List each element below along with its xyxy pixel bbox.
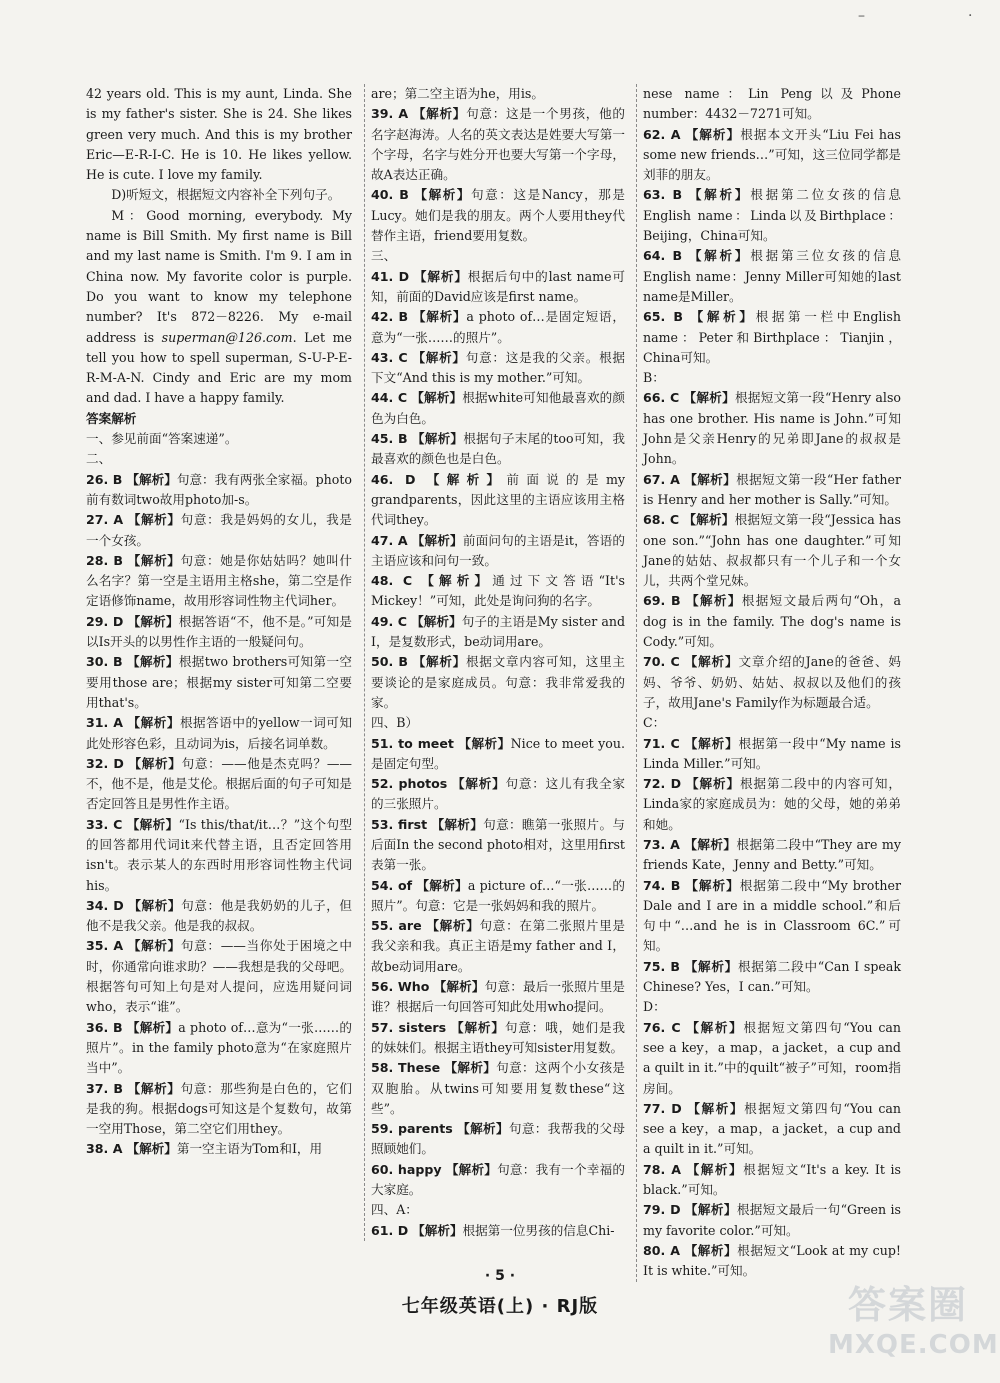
analysis-tag: 【解析】 <box>684 836 737 852</box>
analysis-tag: 【解析】 <box>412 309 467 325</box>
answer-item <box>371 916 625 977</box>
answer-number: 29. D <box>86 613 124 629</box>
analysis-text: 根据第二段中“My brother Dale and I are in a middle school.”和后句中“…and he is in Classroom 6C.”可知。 <box>643 877 902 954</box>
analysis-tag: 【解析】 <box>684 1242 738 1258</box>
analysis-text: 句意：——他是杰克吗？——不，他不是，他是艾伦。根据后面的句子可知是否定回答且是男性作主语。 <box>86 755 353 812</box>
column-middle <box>364 84 625 1241</box>
section-heading: 答案解析 <box>86 410 137 426</box>
answer-number: 33. C <box>86 816 123 832</box>
analysis-text: a picture of…“一张……的照片”。句意：它是一张妈妈和我的照片。 <box>371 877 626 913</box>
answer-item <box>643 125 901 186</box>
analysis-text: 句意：——当你处于困境之中时，你通常向谁求助？——我想是我的父母吧。根据答句可知上句是对人提问，应选用疑问词who，表示“谁”。 <box>86 938 353 1015</box>
answer-item <box>643 246 901 307</box>
text-line: D)听短文，根据短文内容补全下列句子。 <box>111 187 341 203</box>
answer-number: 60. happy <box>371 1161 442 1177</box>
answer-number: 63. B <box>643 187 683 203</box>
analysis-tag: 【解析】 <box>684 1202 737 1218</box>
answer-number: 56. Who <box>371 979 430 995</box>
analysis-tag: 【解析】 <box>688 248 751 264</box>
answer-number: 66. C <box>643 390 680 406</box>
answer-number: 35. A <box>86 938 124 954</box>
analysis-text: 根据本文开头“Liu Fei has some new friends…”可知，这三位同学都是刘菲的朋友。 <box>643 126 901 183</box>
analysis-tag: 【解析】 <box>412 106 467 122</box>
analysis-text: 句意：最后一张照片里是谁？根据后一句回答可知此处用who提问。 <box>371 979 625 1015</box>
text-line: D： <box>643 999 666 1015</box>
corner-mark: – <box>858 8 865 24</box>
answer-number: 48. C <box>371 573 413 589</box>
answer-number: 64. B <box>643 248 683 264</box>
analysis-tag: 【解析】 <box>126 1019 179 1035</box>
analysis-tag: 【解析】 <box>412 654 466 670</box>
analysis-tag: 【解析】 <box>685 126 741 142</box>
answer-item <box>86 1079 352 1140</box>
analysis-tag: 【解析】 <box>126 816 179 832</box>
analysis-text: 根据短文第一段“Her father is Henry and her mother is Sally.”可知。 <box>643 471 901 507</box>
answer-item <box>643 388 901 469</box>
text-line: M：Good morning, everybody. My name is Bill Smith. My first name is Bill and my last name is Smith. I'm 9. I am in China now. My favorite color is purple. Do you want to know my telephone number? It's 872－8226. My e-mail address is <box>86 207 352 345</box>
analysis-text: 根据文章内容可知，这里主要谈论的是家庭成员。句意：我非常爱我的家。 <box>371 654 626 710</box>
text-line: 一、参见前面“答案速递”。 <box>86 431 238 447</box>
answer-item <box>643 1018 901 1099</box>
analysis-text: 根据第一栏中English name：Peter和Birthplace：Tianjin，China可知。 <box>643 309 902 365</box>
answer-item <box>371 1018 625 1059</box>
analysis-tag: 【解析】 <box>684 471 737 487</box>
analysis-text: 根据短文“Look at my cup! It is white.”可知。 <box>643 1242 901 1279</box>
answer-number: 54. of <box>371 877 413 893</box>
analysis-text: 句意：这是一个男孩，他的名字赵海涛。人名的英文表达是姓要大写第一个字母，名字与姓分开也要大写第一个字母，故A表达正确。 <box>371 106 626 183</box>
answer-number: 46. D <box>371 471 416 487</box>
answer-number: 75. B <box>643 958 681 974</box>
answer-item <box>371 429 625 470</box>
answer-item <box>371 531 625 572</box>
answer-item <box>643 185 901 246</box>
analysis-tag: 【解析】 <box>411 613 462 629</box>
analysis-text: 句意：那些狗是白色的，它们是我的狗。根据dogs可知这是个复数句，故第一空用Those，第二空它们用they。 <box>86 1080 352 1137</box>
answer-item <box>371 307 625 348</box>
analysis-tag: 【解析】 <box>686 593 742 609</box>
analysis-tag: 【解析】 <box>431 816 484 832</box>
analysis-text: 句意：我有两张全家福。photo前有数词two故用photo加-s。 <box>86 471 352 507</box>
answer-item <box>371 876 625 917</box>
answer-number: 37. B <box>86 1080 123 1096</box>
text-line: 四、B） <box>371 715 419 731</box>
answer-item <box>643 774 901 835</box>
analysis-tag: 【解析】 <box>686 1019 744 1035</box>
answer-number: 43. C <box>371 349 408 365</box>
answer-item <box>371 571 625 612</box>
answer-number: 77. D <box>643 1100 682 1116</box>
answer-item <box>86 754 352 815</box>
answer-number: 49. C <box>371 613 408 629</box>
analysis-text: 根据短文第四句“You can see a key，a map，a jacket，a cup and a quilt in it.”中的quilt“被子”可知，room指房间。 <box>643 1019 902 1096</box>
analysis-text: 句意：这两个小女孩是双胞胎。从twins可知要用复数these“这些”。 <box>371 1060 625 1116</box>
answer-item <box>643 734 901 775</box>
answer-item <box>371 612 625 653</box>
analysis-tag: 【解析】 <box>411 431 464 447</box>
paragraph <box>86 449 352 469</box>
analysis-text: 根据white可知他最喜欢的颜色为白色。 <box>371 390 626 426</box>
answer-number: 31. A <box>86 715 123 731</box>
answer-item <box>643 957 901 998</box>
column-right <box>636 84 901 1282</box>
book-title: 七年级英语(上) · RJ版 <box>401 1296 599 1317</box>
analysis-text: 根据短文最后一句“Green is my favorite color.”可知。 <box>643 1202 901 1238</box>
text-line: . Let me tell you how to spell superman, S-U-P-E-R-M-A-N. Cindy and Eric are my mom and dad. I have a happy family. <box>86 329 352 406</box>
text-line: 42 years old. This is my aunt, Linda. She is my father's sister. She is 24. She likes green very much. And this is my brother Eric—E-R-I-C. He is 10. He likes yellow. He is cute. I love my family. <box>86 86 352 183</box>
watermark-logo <box>828 1282 999 1376</box>
answer-number: 51. to meet <box>371 735 454 751</box>
analysis-tag: 【解析】 <box>444 1060 497 1076</box>
paragraph <box>643 84 901 125</box>
analysis-text: 通过下文答语“It's Mickey！”可知，此处是询问狗的名字。 <box>371 573 626 609</box>
answer-number: 57. sisters <box>371 1019 447 1035</box>
analysis-tag: 【解析】 <box>690 309 756 325</box>
answer-item <box>371 470 625 531</box>
answer-number: 61. D <box>371 1222 409 1238</box>
paragraph <box>86 206 352 409</box>
paragraph <box>643 368 901 388</box>
answer-number: 44. C <box>371 390 408 406</box>
answer-number: 65. B <box>643 309 683 325</box>
answer-item <box>86 1018 352 1079</box>
paragraph <box>86 84 352 185</box>
paragraph <box>371 713 625 733</box>
answer-number: 59. parents <box>371 1121 453 1137</box>
analysis-tag: 【解析】 <box>457 1121 509 1137</box>
answer-number: 58. These <box>371 1060 441 1076</box>
text-line: are；第二空主语为he，用is。 <box>371 86 544 101</box>
analysis-text: 根据短文第四句“You can see a key，a map，a jacket，a cup and a quilt in it.”可知。 <box>643 1100 901 1157</box>
answer-number: 71. C <box>643 735 680 751</box>
answer-item <box>86 470 352 511</box>
paragraph <box>643 713 901 733</box>
analysis-text: 根据答语“不，他不是。”可知是以Is开头的以男性作主语的一般疑问句。 <box>86 613 353 650</box>
analysis-text: 句意：这儿有我全家的三张照片。 <box>371 776 625 812</box>
answer-number: 70. C <box>643 654 680 670</box>
column-left <box>86 84 352 1160</box>
analysis-text: 根据第二段中的内容可知，Linda家的家庭成员为：她的父母，她的弟弟和她。 <box>643 776 901 832</box>
answer-number: 55. are <box>371 918 422 934</box>
analysis-text: 句意：我有一个幸福的大家庭。 <box>371 1161 626 1198</box>
answer-item <box>86 713 352 754</box>
analysis-tag: 【解析】 <box>413 268 468 284</box>
analysis-text: 根据第一位男孩的信息Chi- <box>462 1222 615 1238</box>
text-line: 二、 <box>86 451 112 467</box>
analysis-tag: 【解析】 <box>414 187 472 203</box>
answer-number: 47. A <box>371 532 408 548</box>
answer-number: 80. A <box>643 1242 680 1258</box>
analysis-tag: 【解析】 <box>683 390 735 406</box>
answer-item <box>371 267 625 308</box>
answer-item <box>371 1058 625 1119</box>
answer-item <box>86 551 352 612</box>
answer-item <box>643 307 901 368</box>
answer-number: 53. first <box>371 816 428 832</box>
analysis-tag: 【解析】 <box>411 390 463 406</box>
analysis-tag: 【解析】 <box>128 755 182 771</box>
analysis-tag: 【解析】 <box>426 918 480 934</box>
analysis-text: 根据第一段中“My name is Linda Miller.”可知。 <box>643 735 901 771</box>
analysis-text: 根据第二位女孩的信息English name：Linda以及Birthplace：Beijing，China可知。 <box>643 187 902 244</box>
answer-number: 27. A <box>86 512 124 528</box>
text-line: B： <box>643 370 665 386</box>
answer-item <box>371 652 625 713</box>
answer-item <box>371 977 625 1018</box>
answer-number: 26. B <box>86 471 123 487</box>
analysis-text: 根据句子末尾的too可知，我最喜欢的颜色也是白色。 <box>371 431 625 467</box>
analysis-tag: 【解析】 <box>127 654 179 670</box>
analysis-tag: 【解析】 <box>684 735 739 751</box>
answer-item <box>371 1160 625 1201</box>
answer-number: 74. B <box>643 877 681 893</box>
answer-number: 68. C <box>643 512 680 528</box>
watermark-text: 答案圈 <box>847 1283 968 1327</box>
analysis-tag: 【解析】 <box>412 1222 463 1238</box>
analysis-text: 根据第三位女孩的信息English name：Jenny Miller可知她的last name是Miller。 <box>643 248 902 304</box>
answer-item <box>371 348 625 389</box>
analysis-text: 句意：她是你姑姑吗？她叫什么名字？第一空是主语用主格she，第二空是作定语修饰name，故用形容词性物主代词her。 <box>86 552 352 609</box>
page-number: · 5 · <box>484 1268 516 1284</box>
analysis-tag: 【解析】 <box>683 512 735 528</box>
analysis-tag: 【解析】 <box>128 897 182 913</box>
answer-item <box>86 815 352 896</box>
analysis-text: 句意：这是Nancy，那是Lucy。她们是我的朋友。两个人要用they代替作主语，friend要用复数。 <box>371 187 626 244</box>
analysis-text: 文章介绍的Jane的爸爸、妈妈、爷爷、奶奶、姑姑、叔叔以及他们的孩子，故用Jane's Family作为标题最合适。 <box>643 654 902 710</box>
paragraph <box>371 84 625 104</box>
answer-number: 67. A <box>643 471 680 487</box>
analysis-tag: 【解析】 <box>126 471 177 487</box>
analysis-tag: 【解析】 <box>421 573 493 589</box>
analysis-text: 第一空主语为Tom和I，用 <box>176 1141 323 1157</box>
answer-number: 41. D <box>371 268 410 284</box>
answer-number: 69. B <box>643 593 681 609</box>
analysis-text: 句意：我帮我的父母照顾她们。 <box>371 1121 625 1157</box>
analysis-text: 句意：哦，她们是我的妹妹们。根据主语they可知sister用复数。 <box>371 1019 626 1055</box>
answer-number: 79. D <box>643 1202 681 1218</box>
analysis-text: 根据短文“It's a key. It is black.”可知。 <box>643 1161 901 1198</box>
answer-item <box>371 185 625 246</box>
answer-item <box>643 1099 901 1160</box>
paragraph <box>643 997 901 1017</box>
analysis-tag: 【解析】 <box>127 1080 181 1096</box>
answer-item <box>371 815 625 876</box>
answer-number: 45. B <box>371 431 408 447</box>
answer-number: 39. A <box>371 106 409 122</box>
analysis-text: 句意：在第二张照片里是我父亲和我。真正主语是my father and I，故be动词用are。 <box>371 918 625 974</box>
answer-number: 62. A <box>643 126 681 142</box>
analysis-tag: 【解析】 <box>688 187 751 203</box>
analysis-text: 根据第二段中“Can I speak Chinese? Yes，I can.”可知。 <box>643 958 901 995</box>
analysis-tag: 【解析】 <box>127 613 179 629</box>
answer-number: 36. B <box>86 1019 123 1035</box>
analysis-text: 句意：这是我的父亲。根据下文“And this is my mother.”可知。 <box>371 349 626 386</box>
analysis-text: 根据短文最后两句“Oh，a dog is in the family. The dog's name is Cody.”可知。 <box>643 593 902 650</box>
answer-item <box>86 936 352 1017</box>
analysis-text: a photo of…意为“一张……的照片”。in the family photo意为“在家庭照片当中”。 <box>86 1019 352 1076</box>
answer-number: 50. B <box>371 654 409 670</box>
analysis-tag: 【解析】 <box>416 877 468 893</box>
answer-item <box>86 896 352 937</box>
paragraph <box>86 185 352 205</box>
analysis-text: Nice to meet you.是固定句型。 <box>371 735 625 771</box>
answer-number: 78. A <box>643 1161 681 1177</box>
analysis-text: 句意：他是我奶奶的儿子，但他不是我父亲。他是我的叔叔。 <box>86 897 353 934</box>
answer-item <box>371 1119 625 1160</box>
analysis-tag: 【解析】 <box>445 1161 498 1177</box>
analysis-text: 句子的主语是My sister and I，是复数形式，be动词用are。 <box>371 613 626 650</box>
analysis-tag: 【解析】 <box>684 958 738 974</box>
answer-number: 76. C <box>643 1019 681 1035</box>
answer-number: 32. D <box>86 755 124 771</box>
analysis-text: 根据后句中的last name可知，前面的David应该是first name。 <box>371 268 626 304</box>
email-address: superman@126.com <box>161 329 293 345</box>
answer-number: 34. D <box>86 897 124 913</box>
text-line: 四、A： <box>371 1202 418 1218</box>
analysis-tag: 【解析】 <box>127 715 180 731</box>
analysis-text: 根据短文第一段“Jessica has one son.”“John has one daughter.”可知Jane的姑姑、叔叔都只有一个儿子和一个女儿，共两个堂兄妹。 <box>643 512 902 589</box>
analysis-tag: 【解析】 <box>127 512 181 528</box>
paragraph <box>86 429 352 449</box>
analysis-text: 根据答语中的yellow一词可知此处形容色彩，且动词为is，后接名词单数。 <box>86 715 352 751</box>
answer-item <box>643 1200 901 1241</box>
corner-mark: · <box>968 8 973 24</box>
analysis-text: 根据第二段中“They are my friends Kate，Jenny and Betty.”可知。 <box>643 836 901 873</box>
analysis-text: 根据two brothers可知第一空要用those are；根据my sister可知第二空要用that's。 <box>86 654 352 710</box>
answer-item <box>643 510 901 591</box>
answer-number: 30. B <box>86 654 123 670</box>
answer-number: 38. A <box>86 1141 123 1157</box>
answer-item <box>86 652 352 713</box>
text-line: nese name：Lin Peng以及Phone number：4432－7271可知。 <box>643 86 901 122</box>
answer-number: 28. B <box>86 552 123 568</box>
answer-item <box>643 470 901 511</box>
answer-number: 42. B <box>371 309 409 325</box>
answer-item <box>643 652 901 713</box>
answer-item <box>371 388 625 429</box>
analysis-tag: 【解析】 <box>684 654 739 670</box>
paragraph <box>86 409 352 429</box>
answer-item <box>371 774 625 815</box>
answer-item <box>643 835 901 876</box>
answer-item <box>86 510 352 551</box>
text-line: 三、 <box>371 248 397 264</box>
analysis-text: 句意：瞧第一张照片。与后面In the second photo相对，这里用first表第一张。 <box>371 816 625 873</box>
paragraph <box>371 246 625 266</box>
answer-item <box>371 1221 625 1241</box>
analysis-tag: 【解析】 <box>685 776 740 792</box>
answer-item <box>86 1139 352 1159</box>
paragraph <box>371 1200 625 1220</box>
analysis-text: a photo of…是固定短语，意为“一张……的照片”。 <box>371 309 626 345</box>
answer-number: 72. D <box>643 776 682 792</box>
answer-number: 40. B <box>371 187 409 203</box>
answer-number: 73. A <box>643 836 680 852</box>
answer-item <box>643 1160 901 1201</box>
text-line: C： <box>643 715 666 731</box>
analysis-text: 前面问句的主语是it，答语的主语应该和问句一致。 <box>371 532 625 568</box>
analysis-tag: 【解析】 <box>412 349 466 365</box>
analysis-tag: 【解析】 <box>686 1161 744 1177</box>
analysis-text: 句意：我是妈妈的女儿，我是一个女孩。 <box>86 512 352 548</box>
answer-item <box>371 104 625 185</box>
analysis-text: 前面说的是my grandparents，因此这里的主语应该用主格代词they。 <box>371 471 626 528</box>
analysis-tag: 【解析】 <box>452 776 506 792</box>
analysis-tag: 【解析】 <box>458 735 511 751</box>
answer-item <box>643 591 901 652</box>
answer-number: 52. photos <box>371 776 448 792</box>
answer-item <box>86 612 352 653</box>
analysis-tag: 【解析】 <box>687 1100 745 1116</box>
watermark-url: MXQE.COM <box>828 1330 999 1360</box>
analysis-tag: 【解析】 <box>685 877 740 893</box>
analysis-text: 根据短文第一段“Henry also has one brother. His name is John.”可知John是父亲Henry的兄弟即Jane的叔叔是John。 <box>643 390 901 467</box>
analysis-tag: 【解析】 <box>127 938 181 954</box>
analysis-tag: 【解析】 <box>127 552 181 568</box>
analysis-tag: 【解析】 <box>126 1141 177 1157</box>
analysis-tag: 【解析】 <box>433 979 485 995</box>
answer-item <box>643 876 901 957</box>
analysis-tag: 【解析】 <box>451 1019 505 1035</box>
analysis-text: “Is this/that/it…？”这个句型的回答都用代词it来代替主语，且否定回答用isn't。表示某人的东西时用形容词性物主代词his。 <box>86 816 352 893</box>
analysis-tag: 【解析】 <box>411 532 463 548</box>
analysis-tag: 【解析】 <box>426 471 507 487</box>
answer-item <box>371 734 625 775</box>
